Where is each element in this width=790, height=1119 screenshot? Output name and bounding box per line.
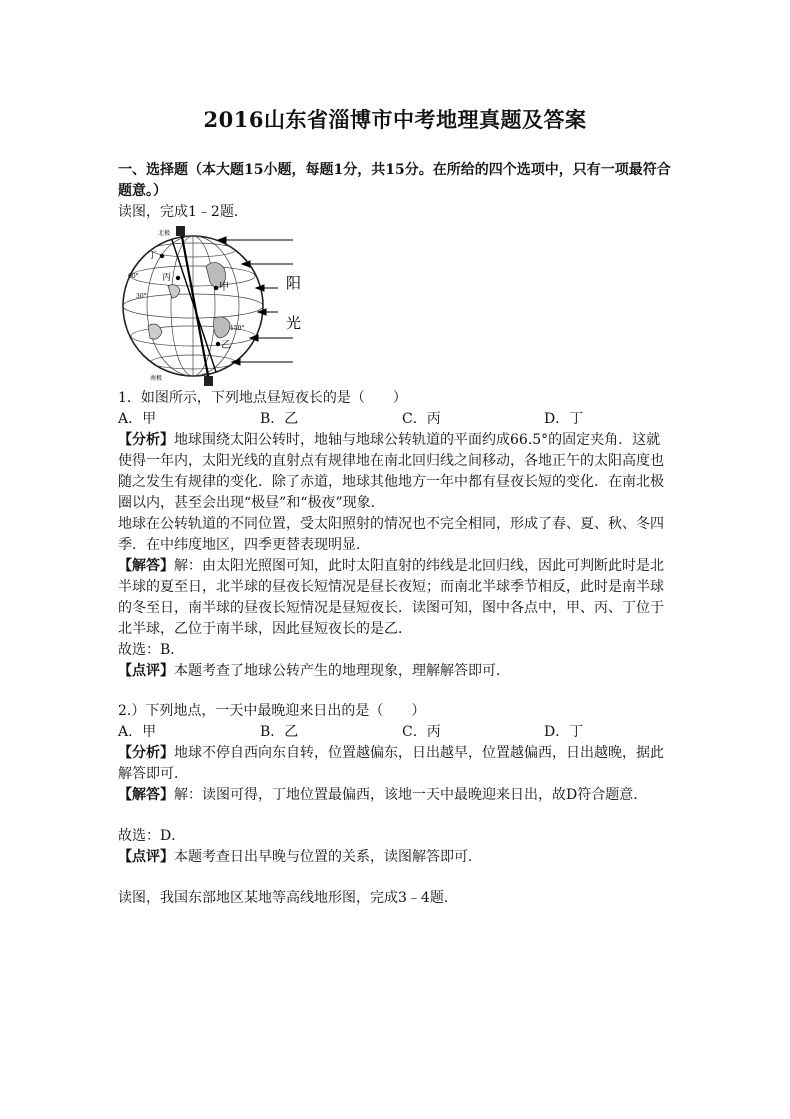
q2-analysis-tag: 【分析】 <box>118 745 174 761</box>
svg-text:30°: 30° <box>136 293 147 300</box>
q2-option-b[interactable]: B．乙 <box>260 724 299 740</box>
q2-answer-tag: 【解答】 <box>118 787 174 803</box>
q1-comment-tag: 【点评】 <box>118 663 174 679</box>
q1-answer: 【解答】解：由太阳光照图可知，此时太阳直射的纬线是北回归线，因此可判断此时是北 半球的夏至日，北半球的昼夜长短情况是昼长夜短；而南北半球季节相反，此时是南半球 的冬至日，南半球的昼夜长短情况是昼短夜长．读图可知，图中各点中，甲、丙、丁位于 北半球，乙位于南半球，因此昼短夜长的是乙． <box>118 558 664 637</box>
q1-answer-tag: 【解答】 <box>118 558 174 574</box>
svg-text:60°: 60° <box>128 273 139 280</box>
q1-option-c[interactable]: C．丙 <box>402 411 441 427</box>
q1-option-d[interactable]: D．丁 <box>544 411 584 427</box>
q1-comment: 【点评】本题考查了地球公转产生的地理现象，理解解答即可． <box>118 663 510 679</box>
q2-comment: 【点评】本题考查日出早晚与位置的关系，读图解答即可． <box>118 849 482 865</box>
q1-analysis: 【分析】地球围绕太阳公转时，地轴与地球公转轨道的平面约成66.5°的固定夹角．这就 使得一年内，太阳光线的直射点有规律地在南北回归线之间移动，各地正午的太阳高度也 随之发生有规律的变化．除了赤道，地球其他地方一年中都有昼夜长短的变化．在南北极 圈以内，甚至会出现“极昼”和“极夜”现象． 地球在公转轨道的不同位置，受太阳照射的情况也不完全相同，形成了春、夏、秋、冬四 季．在中纬度地区，四季更替表现明显． <box>118 432 664 553</box>
section-heading: 一、选择题（本大题15小题，每题1分，共15分。在所给的四个选项中，只有一项最符合题意。） <box>118 162 671 199</box>
page-title: 2016山东省淄博市中考地理真题及答案 <box>203 107 587 132</box>
q2-analysis: 【分析】地球不停自西向东自转，位置越偏东，日出越早，位置越偏西，日出越晚，据此 解答即可． <box>118 745 664 782</box>
label-north-pole: 北极 <box>158 230 171 237</box>
q1-option-a[interactable]: A．甲 <box>118 411 157 427</box>
q2-stem: 2.）下列地点，一天中最晚迎来日出的是（ ） <box>118 703 426 719</box>
label-lon-150: 150° <box>230 325 245 332</box>
q2-choice: 故选：D． <box>118 828 186 844</box>
intro-q3-4: 读图，我国东部地区某地等高线地形图，完成3﹣4题． <box>118 890 458 906</box>
point-jia: 甲 <box>219 282 229 293</box>
q2-comment-tag: 【点评】 <box>118 849 174 865</box>
q1-option-b[interactable]: B．乙 <box>260 411 299 427</box>
q2-answer: 【解答】解：读图可得，丁地位置最偏西，该地一天中最晚迎来日出，故D符合题意． <box>118 787 648 803</box>
point-bing: 丙 <box>162 273 172 283</box>
q2-option-c[interactable]: C．丙 <box>402 724 441 740</box>
q1-options <box>118 409 678 430</box>
q1-analysis-tag: 【分析】 <box>118 432 174 448</box>
globe-illumination-figure <box>118 226 318 386</box>
q2-option-d[interactable]: D．丁 <box>544 724 584 740</box>
q2-option-a[interactable]: A．甲 <box>118 724 157 740</box>
q1-stem: 1．如图所示，下列地点昼短夜长的是（ ） <box>118 390 407 406</box>
sun-label-2: 光 <box>286 314 302 332</box>
label-south-pole: 南极 <box>150 375 163 382</box>
q2-options <box>118 722 678 743</box>
sun-label-1: 阳 <box>286 274 302 292</box>
point-ding: 丁 <box>148 251 158 261</box>
intro-q1-2: 读图，完成1﹣2题． <box>118 204 248 220</box>
point-yi: 乙 <box>221 340 231 351</box>
q1-choice: 故选：B． <box>118 642 185 658</box>
